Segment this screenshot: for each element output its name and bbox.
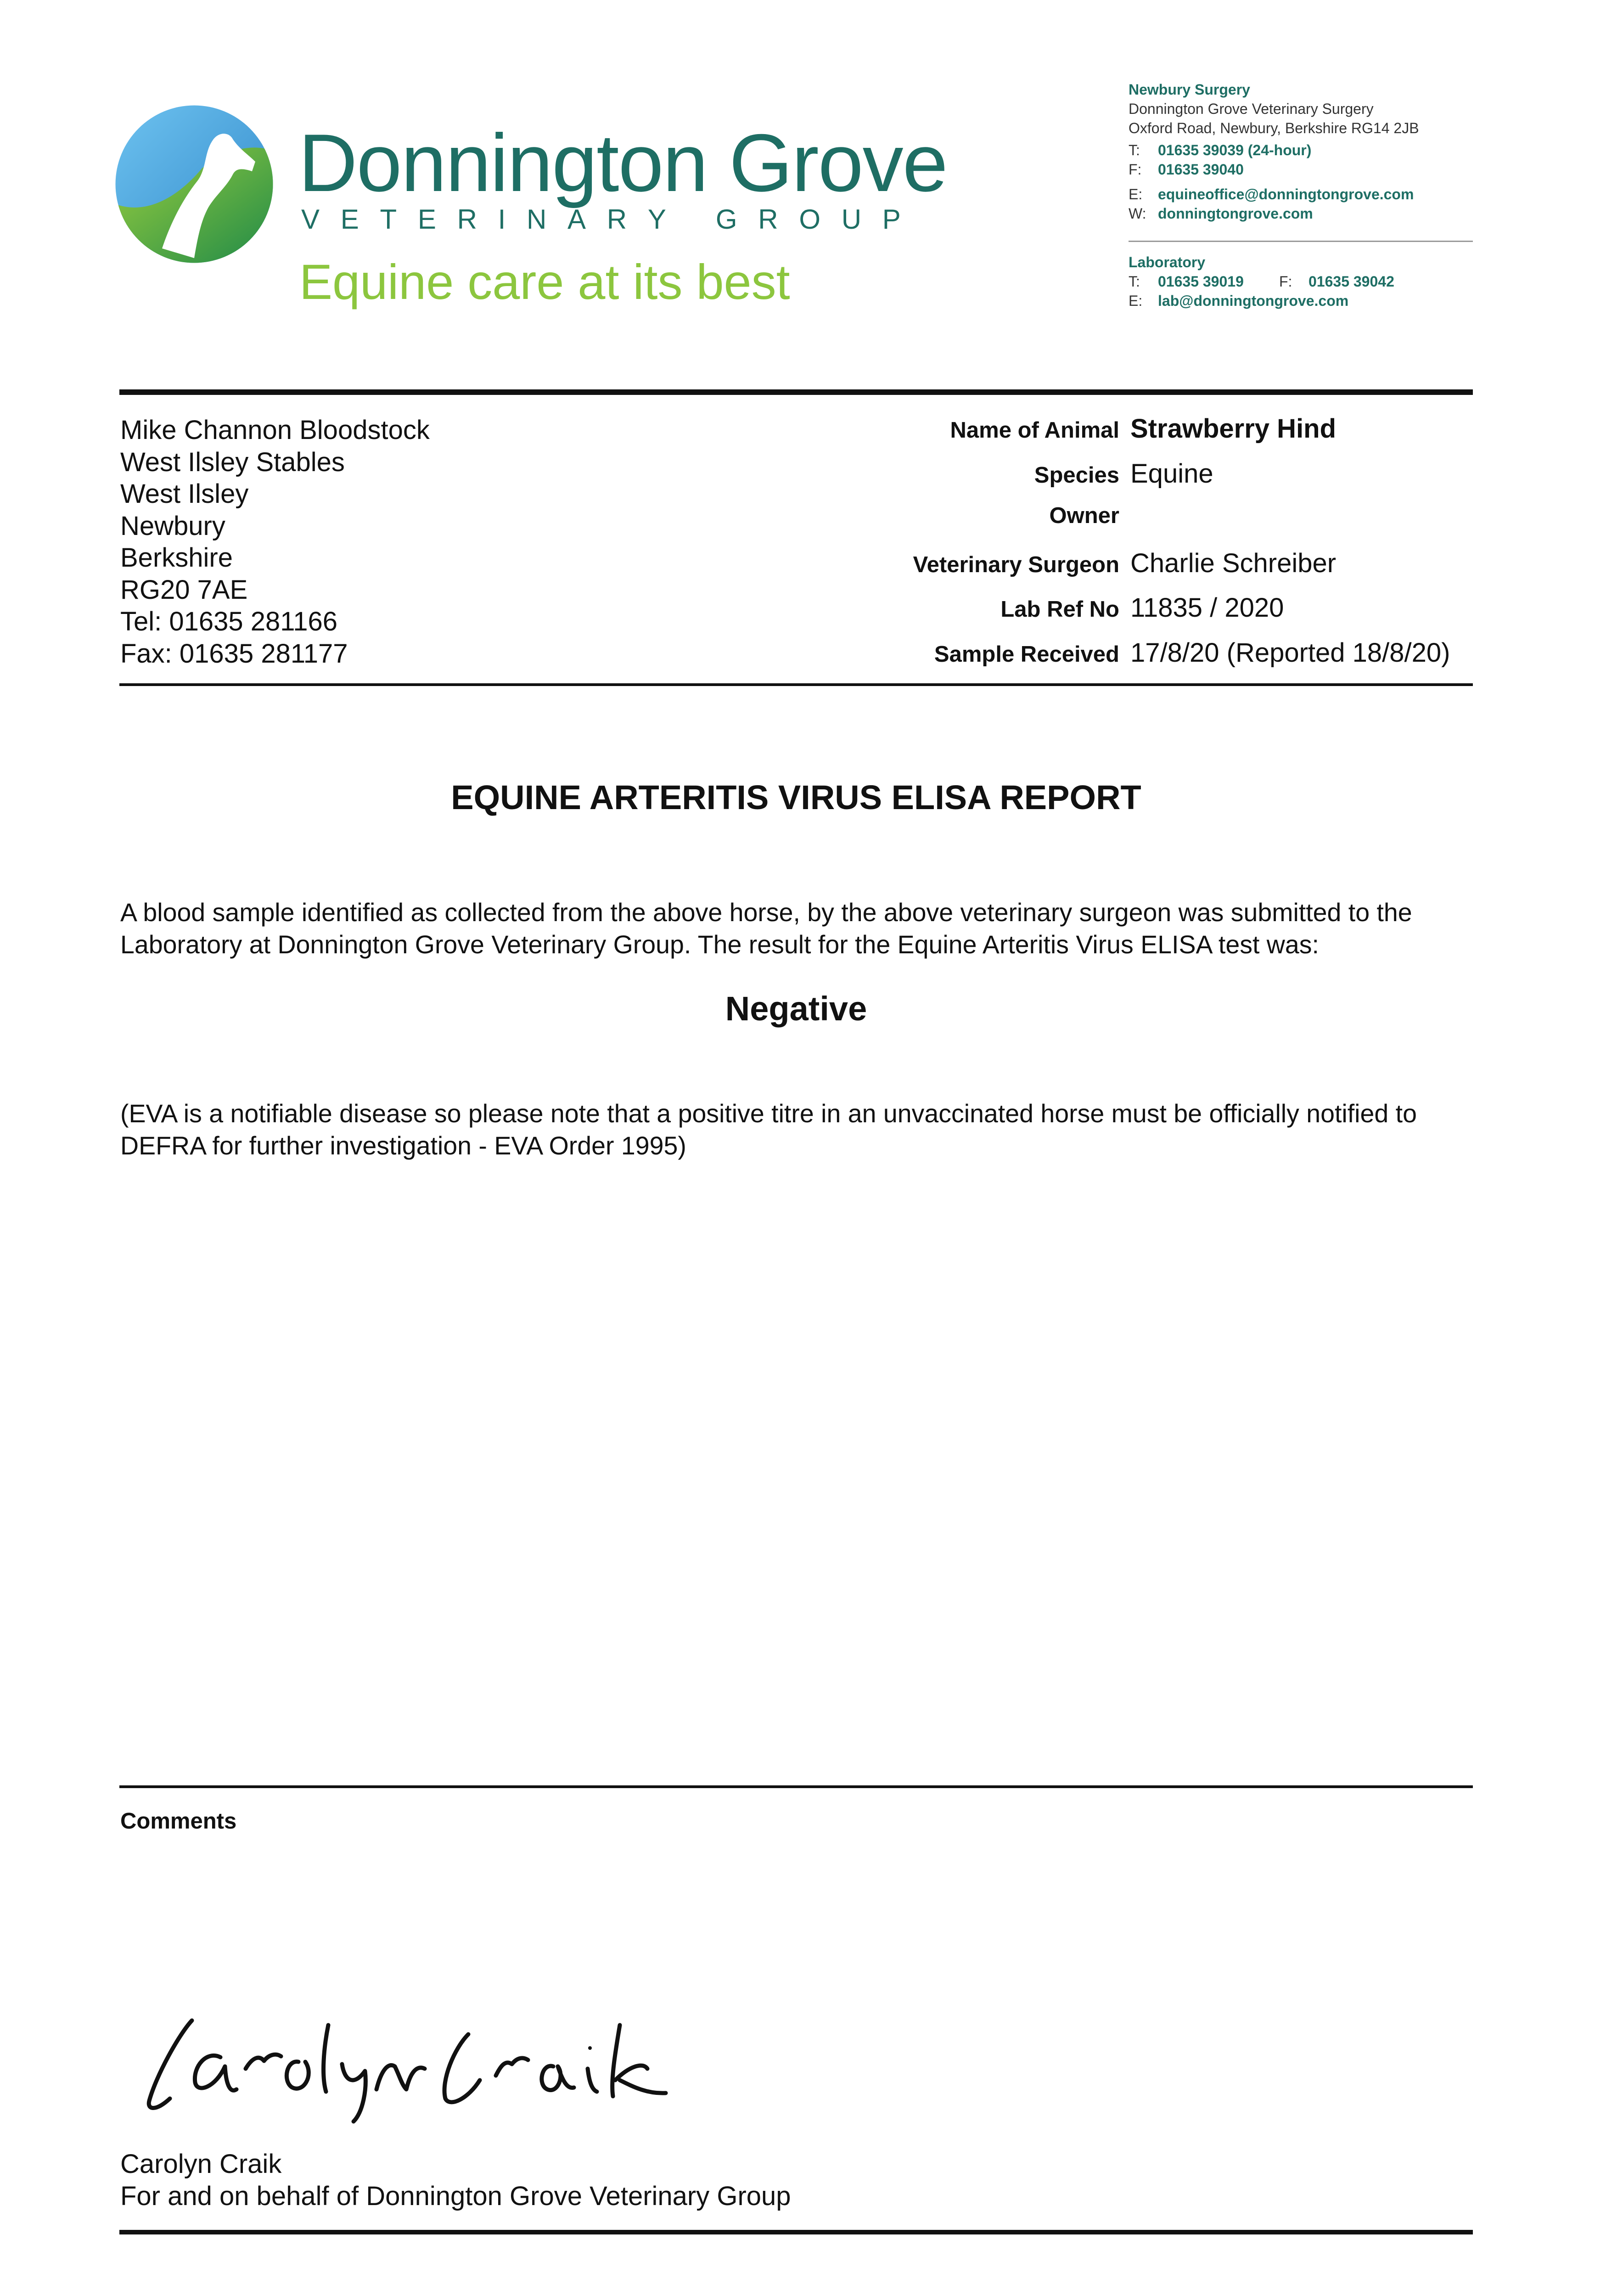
detail-label: Sample Received [934, 642, 1119, 667]
surgery-phone-row [1129, 141, 1419, 160]
brand-subtitle-letter: E [417, 204, 436, 235]
brand-subtitle-letter: A [567, 204, 586, 235]
brand-name: Donnington Grove [298, 117, 947, 208]
detail-label: Species [1034, 462, 1119, 488]
signatory-on-behalf: For and on behalf of Donnington Grove Veterinary Group [120, 2181, 791, 2211]
recipient-address [120, 414, 430, 670]
detail-value: Equine [1130, 458, 1213, 489]
surgery-email-link[interactable]: equineoffice@donningtongrove.com [1158, 186, 1414, 203]
animal-details [735, 413, 1488, 682]
surgery-web-link[interactable]: donningtongrove.com [1158, 205, 1313, 222]
surgery-address-line: Oxford Road, Newbury, Berkshire RG14 2JB [1129, 120, 1419, 136]
lab-contact-block [1129, 253, 1394, 310]
detail-row-owner [735, 503, 1488, 548]
brand-subtitle-letter: Y [647, 204, 666, 235]
comments-label: Comments [120, 1809, 237, 1834]
detail-label: Veterinary Surgeon [913, 552, 1119, 577]
address-line: Fax: 01635 281177 [120, 638, 348, 669]
fax-label: F: [1129, 161, 1142, 178]
comments-rule [119, 1785, 1473, 1788]
detail-label: Lab Ref No [1000, 597, 1119, 622]
test-result: Negative [725, 990, 867, 1028]
surgery-heading: Newbury Surgery [1129, 81, 1250, 98]
address-line: Tel: 01635 281166 [120, 607, 338, 636]
surgery-contact-block [1129, 80, 1419, 223]
surgery-phone[interactable]: 01635 39039 (24-hour) [1158, 142, 1312, 158]
detail-value: 17/8/20 (Reported 18/8/20) [1130, 637, 1450, 668]
lab-heading: Laboratory [1129, 254, 1206, 270]
detail-row-lab-ref [735, 592, 1488, 637]
detail-row-sample-received [735, 637, 1488, 682]
header-bottom-rule [119, 683, 1473, 686]
detail-label: Owner [1049, 503, 1119, 528]
lab-email-link[interactable]: lab@donningtongrove.com [1158, 293, 1349, 309]
detail-row-animal-name [735, 413, 1488, 458]
brand-subtitle-letter: G [715, 204, 737, 235]
surgery-fax: 01635 39040 [1158, 161, 1244, 178]
brand-subtitle [301, 206, 901, 233]
lab-phone[interactable]: 01635 39019 [1158, 273, 1244, 290]
detail-value: 11835 / 2020 [1130, 593, 1284, 623]
brand-subtitle-letter: T [380, 204, 397, 235]
brand-subtitle-letter: I [498, 204, 506, 235]
detail-row-species [735, 458, 1488, 503]
footer-rule [119, 2230, 1473, 2234]
fax-label: F: [1279, 273, 1292, 290]
address-line: Berkshire [120, 543, 233, 573]
header-top-rule [119, 389, 1473, 395]
detail-label: Name of Animal [950, 418, 1119, 443]
address-line: Mike Channon Bloodstock [120, 415, 430, 445]
brand-subtitle-letter: R [607, 204, 627, 235]
surgery-email-row [1129, 185, 1419, 204]
handwritten-signature-icon [138, 2007, 712, 2126]
lab-fax: 01635 39042 [1309, 273, 1394, 290]
contact-divider [1129, 241, 1473, 242]
surgery-address-line: Donnington Grove Veterinary Surgery [1129, 101, 1374, 117]
brand-subtitle-letter: U [841, 204, 862, 235]
web-label: W: [1129, 205, 1146, 222]
address-line: West Ilsley Stables [120, 447, 345, 477]
brand-subtitle-letter: R [457, 204, 477, 235]
email-label: E: [1129, 293, 1143, 309]
address-line: West Ilsley [120, 479, 249, 509]
detail-value: Strawberry Hind [1130, 414, 1336, 444]
address-line: Newbury [120, 511, 225, 541]
brand-subtitle-letter: E [340, 204, 359, 235]
brand-subtitle-gap [687, 206, 695, 233]
report-note: (EVA is a notifiable disease so please note that a positive titre in an unvaccinated horse must be officially notified to DEFRA for further investigation - EVA Order 1995) [120, 1099, 1417, 1160]
detail-row-surgeon [735, 548, 1488, 593]
brand-subtitle-letter: R [758, 204, 778, 235]
lab-email-row [1129, 291, 1394, 310]
brand-subtitle-letter: O [799, 204, 821, 235]
phone-label: T: [1129, 273, 1140, 290]
signatory [120, 2148, 791, 2212]
brand-subtitle-letter: N [526, 204, 547, 235]
detail-value: Charlie Schreiber [1130, 548, 1337, 578]
surgery-fax-row [1129, 160, 1419, 179]
surgery-web-row [1129, 204, 1419, 223]
phone-label: T: [1129, 142, 1140, 158]
brand-subtitle-letter: V [301, 204, 320, 235]
email-label: E: [1129, 186, 1143, 203]
horse-head-logo-icon [114, 104, 275, 264]
brand-subtitle-letter: P [882, 204, 901, 235]
lab-phone-row [1129, 272, 1394, 291]
signatory-name: Carolyn Craik [120, 2149, 282, 2179]
brand-tagline: Equine care at its best [299, 254, 790, 310]
address-line: RG20 7AE [120, 574, 248, 605]
report-title: EQUINE ARTERITIS VIRUS ELISA REPORT [451, 778, 1141, 816]
report-intro: A blood sample identified as collected from the above horse, by the above veterinary surgeon was submitted to the Laboratory at Donnington Grove Veterinary Group. The result for the Equine Arteritis Virus ELISA test was: [120, 898, 1412, 959]
